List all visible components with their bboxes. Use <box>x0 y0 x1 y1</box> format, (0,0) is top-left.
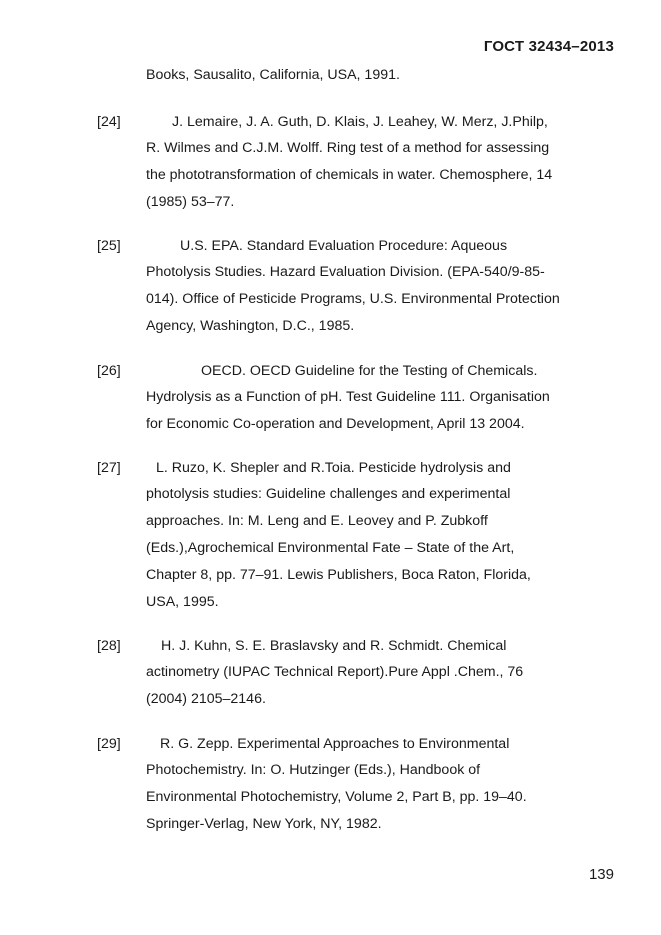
reference-line: Environmental Photochemistry, Volume 2, Part B, pp. 19–40. <box>146 789 527 806</box>
reference-number: [27] <box>97 460 121 476</box>
reference-line: for Economic Co-operation and Development, April 13 2004. <box>146 416 525 433</box>
document-code: ГОСТ 32434–2013 <box>483 38 614 55</box>
reference-number: [29] <box>97 736 121 752</box>
reference-line: L. Ruzo, K. Shepler and R.Toia. Pesticide hydrolysis and <box>156 459 511 476</box>
reference-line: Springer-Verlag, New York, NY, 1982. <box>146 816 382 832</box>
reference-line: Chapter 8, pp. 77–91. Lewis Publishers, Boca Raton, Florida, <box>146 566 531 583</box>
reference-line: R. G. Zepp. Experimental Approaches to Environmental <box>160 735 510 752</box>
reference-line: (Eds.),Agrochemical Environmental Fate – State of the Art, <box>146 540 515 556</box>
reference-line: Agency, Washington, D.C., 1985. <box>146 318 355 334</box>
page-number: 139 <box>588 866 614 883</box>
reference-line: Hydrolysis as a Function of pH. Test Guideline 111. Organisation <box>146 389 550 406</box>
reference-text <box>146 109 616 216</box>
reference-text <box>146 455 616 616</box>
reference-line: (2004) 2105–2146. <box>146 691 266 708</box>
reference-line: J. Lemaire, J. A. Guth, D. Klais, J. Leahey, W. Merz, J.Philp, <box>172 113 548 130</box>
reference-line: H. J. Kuhn, S. E. Braslavsky and R. Schmidt. Chemical <box>161 637 507 654</box>
reference-text <box>146 233 616 340</box>
reference-number: [24] <box>97 114 121 130</box>
reference-text <box>146 633 616 713</box>
reference-number: [25] <box>97 238 121 254</box>
reference-line: Photochemistry. In: O. Hutzinger (Eds.), Handbook of <box>146 762 481 779</box>
reference-number: [26] <box>97 363 121 379</box>
reference-number: [28] <box>97 638 121 654</box>
reference-line: (1985) 53–77. <box>146 194 235 210</box>
reference-continuation: Books, Sausalito, California, USA, 1991. <box>146 67 400 83</box>
reference-text <box>146 731 616 838</box>
reference-line: R. Wilmes and C.J.M. Wolff. Ring test of a method for assessing <box>146 140 550 157</box>
reference-line: USA, 1995. <box>146 593 219 610</box>
reference-line: photolysis studies: Guideline challenges and experimental <box>146 486 511 503</box>
reference-line: Photolysis Studies. Hazard Evaluation Division. (EPA-540/9-85- <box>146 264 545 281</box>
reference-line: approaches. In: M. Leng and E. Leovey and P. Zubkoff <box>146 513 488 530</box>
reference-line: the phototransformation of chemicals in water. Chemosphere, 14 <box>146 167 553 184</box>
reference-line: actinometry (IUPAC Technical Report).Pure Appl .Chem., 76 <box>146 664 524 681</box>
reference-line: OECD. OECD Guideline for the Testing of Chemicals. <box>201 362 538 379</box>
reference-line: U.S. EPA. Standard Evaluation Procedure: Aqueous <box>180 237 508 254</box>
reference-line: 014). Office of Pesticide Programs, U.S. Environmental Protection <box>146 291 560 308</box>
reference-text <box>146 358 616 438</box>
